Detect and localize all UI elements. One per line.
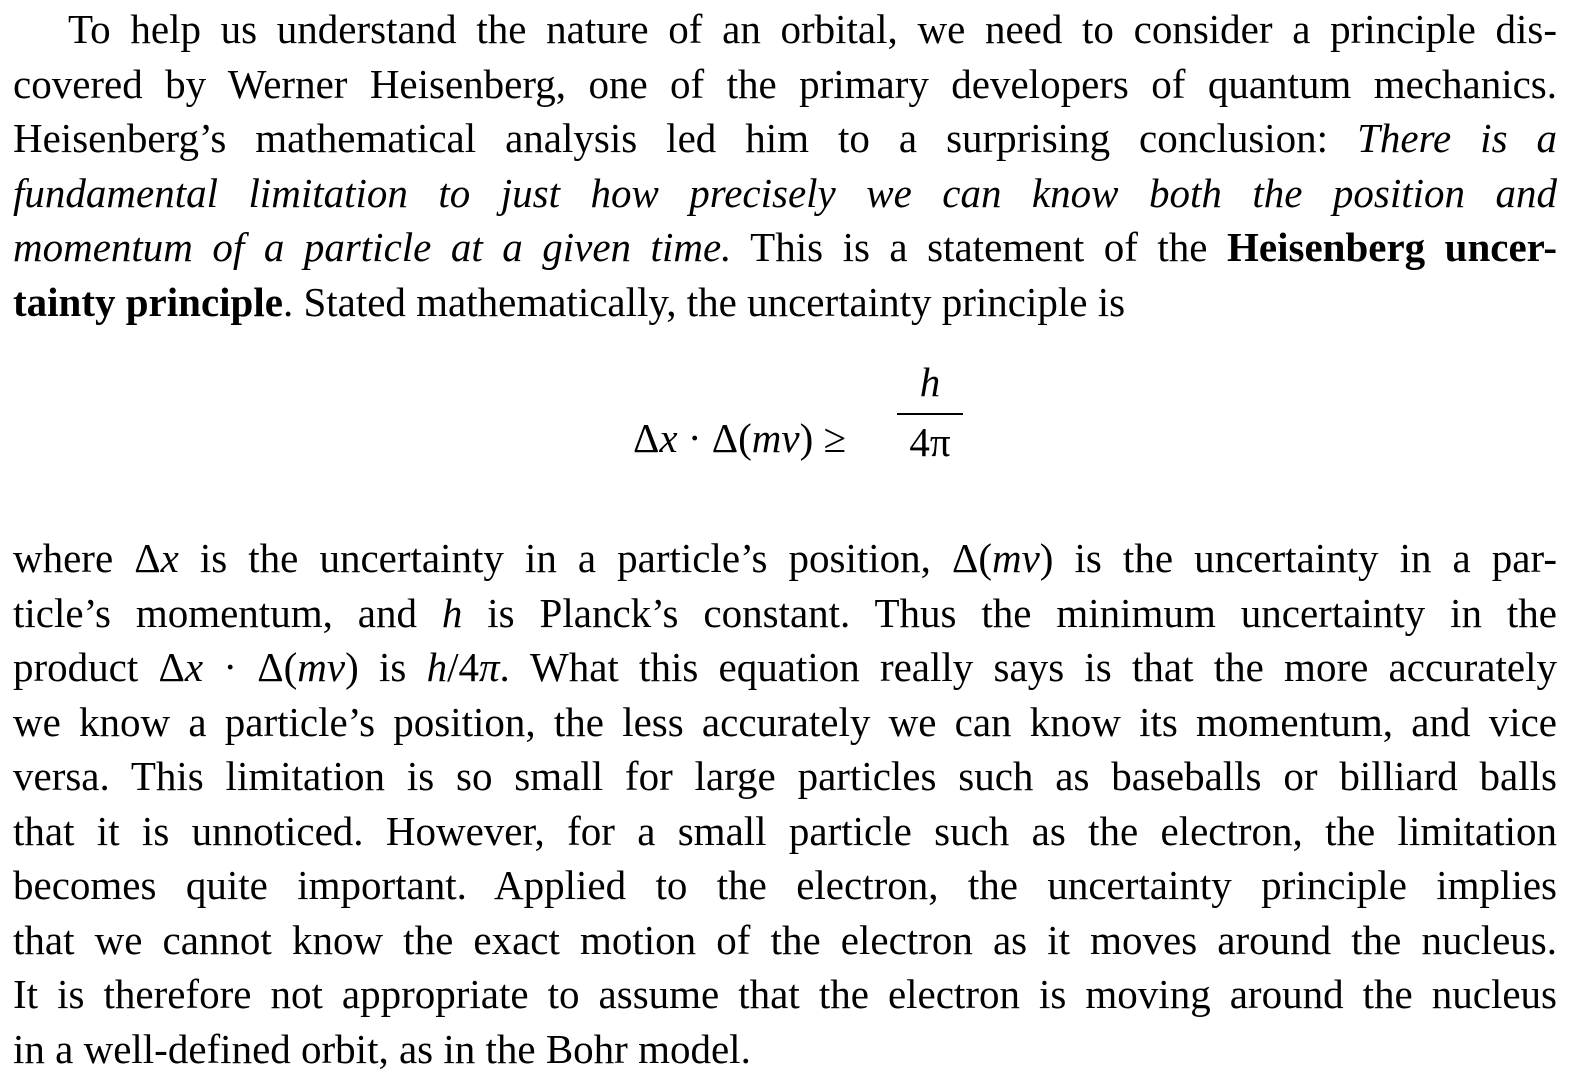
text-span: ) [345,644,359,690]
text-span: we know a particle’s position, the less accurately we can know its momentum, and vice [13,699,1557,745]
text-line [13,2,1557,57]
text-span: To help us understand the nature of an orbital, we need to consider a principle dis- [68,6,1557,52]
text-line [13,640,1557,695]
text-line [13,749,1557,804]
ge-operator: ≥ [813,415,846,461]
text-span: It is therefore not appropriate to assume that the electron is moving around the nucleus [13,971,1557,1017]
text-span: in a well-defined orbit, as in the Bohr model. [13,1026,751,1072]
text-span: is Planck’s constant. Thus the minimum uncertainty in the [462,590,1557,636]
text-line [13,275,1557,330]
delta-symbol: Δ [633,415,659,461]
variable-pi: π [479,644,500,690]
uncertainty-equation [13,329,1557,531]
variable-mv: mv [752,415,800,461]
text-span: ) [1040,535,1054,581]
variable-h: h [442,590,463,636]
variable-mv: mv [992,535,1040,581]
text-span: Δ [159,644,185,690]
text-span: product [13,644,159,690]
text-span: is the uncertainty in a par- [1053,535,1557,581]
text-span: that we cannot know the exact motion of the electron as it moves around the nucleus. [13,917,1557,963]
text-line [13,531,1557,586]
text-span: . What this equation really says is that the more accurately [500,644,1557,690]
text-span: Δ( [952,535,992,581]
close-paren: ) [800,415,814,461]
text-span: · Δ( [203,644,297,690]
text-line [13,586,1557,641]
text-span: This is a statement of the [731,224,1227,270]
text-line [13,111,1557,166]
text-line [13,858,1557,913]
fraction [897,359,963,465]
text-span: ticle’s momentum, and [13,590,442,636]
paragraph-explanation [13,531,1557,1076]
variable-x: x [659,415,677,461]
text-span: /4 [447,644,479,690]
variable-h: h [427,644,448,690]
paragraph-heisenberg-intro [13,0,1557,329]
text-span: covered by Werner Heisenberg, one of the primary developers of quantum mechanics. [13,61,1557,107]
text-span: is [359,644,427,690]
text-span: Δ [134,535,160,581]
text-line [13,220,1557,275]
text-line [13,57,1557,112]
fraction-denominator [897,419,963,465]
text-span: that it is unnoticed. However, for a small particle such as the electron, the limitation [13,808,1557,854]
italic-text: There is a [1357,115,1557,161]
equation-lhs [633,411,846,465]
text-line [13,695,1557,750]
text-span: Heisenberg’s mathematical analysis led him to a surprising conclusion: [13,115,1357,161]
text-span: . Stated mathematically, the uncertainty principle is [283,279,1125,325]
italic-text: fundamental limitation to just how precisely we can know both the position and [13,170,1557,216]
bold-term: tainty principle [13,279,283,325]
fraction-bar [897,413,963,415]
variable-x: x [161,535,179,581]
text-line [13,804,1557,859]
dot-operator: · [678,415,712,461]
text-line [13,967,1557,1022]
text-span: becomes quite important. Applied to the electron, the uncertainty principle implies [13,862,1557,908]
text-line [13,913,1557,968]
bold-term: Heisenberg uncer- [1227,224,1557,270]
text-span: where [13,535,134,581]
variable-mv: mv [297,644,345,690]
fraction-numerator: h [897,359,963,405]
text-line [13,1022,1557,1076]
text-span: 4π [909,419,950,465]
text-span: versa. This limitation is so small for large particles such as baseballs or billiard balls [13,753,1557,799]
text-line [13,166,1557,221]
delta-symbol: Δ( [712,415,752,461]
italic-text: momentum of a particle at a given time. [13,224,731,270]
text-span: is the uncertainty in a particle’s position, [179,535,952,581]
variable-x: x [185,644,203,690]
